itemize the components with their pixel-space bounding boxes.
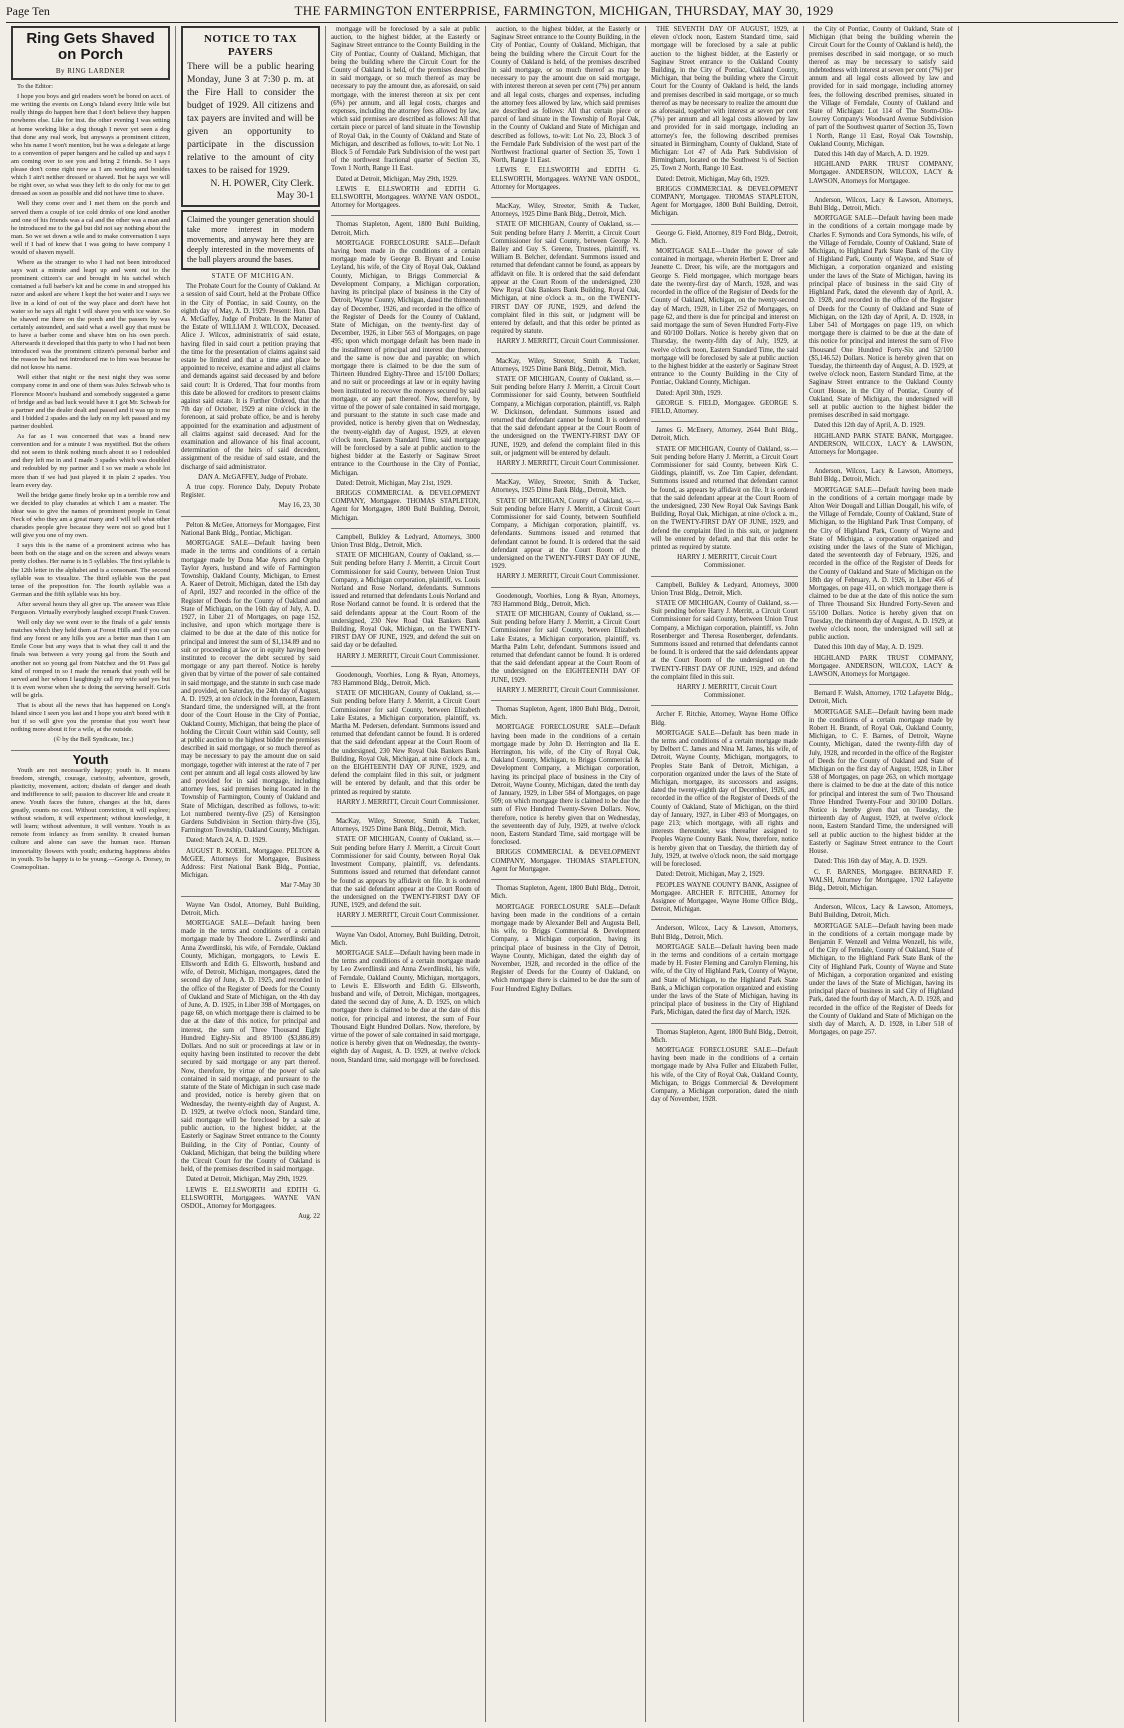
divider xyxy=(181,896,320,897)
continued-text: auction, to the highest bidder, at the Easterly or Saginaw Street entrance to the County Building, in the City of Pontiac, County of Oakland, Michigan, that being the building where the Circuit Court for the County of Oakland is held, of the premises described in said mortgage, or so much thereof as may be necessary to pay the amount due on said mortgage, with interest thereon at seven per cent (7%) per annum and all legal costs, charges and expenses, including the attorney fees allowed by law, which said premises are described as follows: All that certain piece or parcel of land situate in the Township of Royal Oak, in the County of Oakland and State of Michigan and described as follows, to-wit: Lot No. 23, Block 3 of the Ferndale Park Subdivision of the west part of the Northwest fractional quarter of Section 35, Town 1 North, Range 11 East. xyxy=(491,26,640,165)
notice-text: MORTGAGE SALE—Default having been made in the terms and conditions of a certain mortgage made by H. Foster Fleming and Carolyn Fleming, his wife, of the City of Highland Park, County of Wayne, and State of Michigan, to the Highland Park State Bank, a Michigan corporation organized and existing under the laws of the State of Michigan, having its principal place of business in the City of Highland Park, Michigan, dated the first day of March, 1926. xyxy=(651,943,798,1017)
article-paragraph: Well the bridge game finely broke up in a terrible row and we decided to play charades at which I am a master. The idear was to give the names of prominent people in Great Neck of who they am a great many and I will tell what other charades people give because they were not so good but I will give you one of my own. xyxy=(11,491,170,540)
notice-signature: HARRY J. MERRITT, Circuit Court Commissioner. xyxy=(496,573,640,581)
youth-title: Youth xyxy=(72,751,109,767)
notice-text: STATE OF MICHIGAN, County of Oakland, ss.—Suit pending before Harry J. Merritt, a Circuit Court Commissioner for said County, between Elizabeth Lake Estates, a Michigan corporation, plaintiff, vs. Martha M. Pedersen, defendant. Summons issued and returned that defendant cannot be found. It is ordered that the said defendant appear at the Court Room of the undersigned, 230 New Royal Oak Bankers Bank Building, Royal Oak, Michigan, at nine o'clock a. m., on the EIGHTEENTH DAY OF JUNE, 1929, and defend the complaint filed in this suit, or judgment will be entered by default, and that this order be printed as required by statute. xyxy=(331,690,480,796)
continued-signature: BRIGGS COMMERCIAL & DEVELOPMENT COMPANY, Mortgagee. THOMAS STAPLETON, Agent for Mortgagee, 1800 Buhl Building, Detroit, Michigan. xyxy=(651,185,798,218)
pelton-head: Pelton & McGee, Attorneys for Mortgagee, First National Bank Bldg., Pontiac, Michigan. xyxy=(181,521,320,537)
notice-text: MORTGAGE SALE—Default having been made in the conditions of a certain mortgage made by Alton Weir Dougall and Lillian Dougall, his wife, of the Village of Ferndale, County of Oakland, State of Michigan, to the Highland Park Trust Company, of the City of Highland Park, County of Wayne and State of Michigan, a corporation organized and existing under the laws of the State of Michigan, dated the seventeenth day of February, 1926, and recorded in the office of the Register of Deeds for the County of Oakland and State of Michigan on the 18th day of February, A. D. 1926, in Liber 456 of Mortgages, on page 411, on which mortgage there is claimed to be due at the date of this notice the sum of Three Thousand Six Hundred Forty-Seven and 55/100 Dollars. Notice is hereby given that on Tuesday, the thirteenth day of August, A. D. 1929, at twelve o'clock noon, the undersigned will sell at public auction. xyxy=(809,486,953,642)
notice-text: STATE OF MICHIGAN, County of Oakland, ss.—Suit pending before Harry J. Merritt, a Circuit Court Commissioner for said County, between Royal Oak Investment Company, plaintiff, vs. defendants. Summons issued and returned that defendant cannot be found as appears by affidavit on file. It is ordered that the said defendant appear at the Court Room of the undersigned on the TWENTY-FIRST DAY OF JUNE, 1929, and defend the suit. xyxy=(331,836,480,910)
notice-signature: PEOPLES WAYNE COUNTY BANK, Assignee of Mortgagee. ARCHER F. RITCHIE, Attorney for Assignee of Mortgagee, Wayne Home Office Bldg., Detroit, Michigan. xyxy=(651,881,798,914)
headline-box xyxy=(11,26,170,80)
article-paragraph: Well only day we went over to the finals of a gals' tennis matches which they held them at Forest Hills and if you can find any forest or any hills you are a better man than I am Emile Coue but any ways that is what they call it and the finals was between a very young gal from the South and another not so young gal from Natchez and the 91 Pass gal kind of romped in so I made the remark that youth will be served and her whom I laughingly call my wife said yes but it is even worse when she is doing the serving herself. Girls will be girls. xyxy=(11,619,170,699)
probate-copy: A true copy. Florence Daly, Deputy Probate Register. xyxy=(181,484,320,500)
article-paragraph: I hope you boys and girl readers won't be bored on acct. of me writing the events on Long's Island every little wile but really things do happen here that I don't believe they happen nowheres else. Like for inst. the other evening I was setting at home working like a dog though I never yet seen a dog that done any real work, but anyways a prominent citizen, who his name I won't mention, but he was a delegate at large to a convention of paper hangers and he called up and says I am coming over to see you and bring 2 friends. So I says please don't come right now as I am working and besides which I ain't neither dressed or shaved. But he says we will be right over, so what was they left to do only for me to get dressed as soon as possible and did not have time to shave. xyxy=(11,93,170,198)
notice-text: MORTGAGE SALE—Under the power of sale contained in mortgage, wherein Herbert E. Dreer and Jeanette C. Dreer, his wife, are the mortgagors and George S. Field mortgagee, which mortgage bears date the twenty-first day of March, 1928, and was recorded in the office of the Register of Deeds for the County of Oakland, Michigan, on the twenty-second day of March, 1928, in Liber 252 of Mortgages, on page 62, and there is due for principal and interest on said mortgage the sum of Seven Hundred Forty-Five and 60/100 Dollars. Notice is hereby given that on Thursday, the twenty-fifth day of July, 1929, at twelve o'clock noon, Eastern Standard Time, the said mortgage will be foreclosed by sale at public auction to the highest bidder at the easterly or Saginaw Street entrance to the County Building in the City of Pontiac, Oakland County, Michigan. xyxy=(651,248,798,387)
probate-signature: DAN A. McGAFFEY, Judge of Probate. xyxy=(198,473,308,481)
divider xyxy=(181,516,320,517)
notice-head: Archer F. Ritchie, Attorney, Wayne Home Office Bldg. xyxy=(651,711,798,727)
divider xyxy=(809,462,953,463)
youth-text: Youth are not necessarily happy; youth is. It means freedom, strength, courage, curiosity, adventure, growth, plasticity, movement, action; disdain of danger and death and indifference to self; passion to discover life and create it anew. Youth faces the future, changes at the hit, dares greatly, counts no cost. Without conviction, it will explore; without wisdom, it will experiment; without knowledge, it will learn; without adventure, it will venture. Youth is as remote from infancy as from senility. It created human culture and alone can save the human race. Human immortality flowers with youth; enduring happiness abides in youth. To be happy is to be young.—George A. Dorsey, in Cosmopolitan. xyxy=(11,766,170,871)
notice-text: STATE OF MICHIGAN, County of Oakland, ss.—Suit pending before Harry J. Merritt, a Circuit Court Commissioner for said County, between Elizabeth Lake Estates, a Michigan corporation, plaintiff, vs. Martha Palm Lehr, defendant. Summons issued and returned that defendant cannot be found. It is ordered that the said defendant appear at the Court Room of the undersigned on the EIGHTEENTH DAY OF JUNE, 1929. xyxy=(491,611,640,684)
notice-head: Campbell, Bulkley & Ledyard, Attorneys, 3000 Union Trust Bldg., Detroit, Mich. xyxy=(651,581,798,597)
wvo-signature: LEWIS E. ELLSWORTH and EDITH G. ELLSWORTH, Mortgagees. WAYNE VAN OSDOL, Attorney for Mortgagees. xyxy=(181,1186,320,1210)
notice-text: MORTGAGE FORECLOSURE SALE—Default having been made in the conditions of a certain mortgage made by George B. Bryant and Louise Leyland, his wife, of the City of Royal Oak, Oakland County, Michigan, to Briggs Commercial & Development Company, a Michigan corporation, having its principal place of business in the City of Detroit, Wayne County, Michigan, dated the thirteenth day of December, 1926, and recorded in the office of the Register of Deeds for the County of Oakland, State of Michigan, on the twenty-first day of December, 1926, in Liber 563 of Mortgages, on page 495; upon which mortgage default has been made in the installment of principal and interest due thereon, and the same is now due and payable; on which mortgage there is claimed to be due the sum of Thirteen Hundred Eighty-Three and 15/100 Dollars; and no suit or proceedings at law or in equity having been instituted to recover the moneys secured by said mortgage, or any part thereof. Now, therefore, by virtue of the power of sale contained in said mortgage, and pursuant to the statute in such case made and provided, notice is hereby given that on Wednesday, the twenty-eighth day of August, 1929, at eleven o'clock noon, Eastern Standard Time, said mortgage will be foreclosed by a sale at public auction to the highest bidder at the Easterly or Saginaw Street entrance to the Courthouse in the City of Pontiac, Michigan. xyxy=(331,239,480,477)
wvo-date: Dated at Detroit, Michigan, May 29th, 1929. xyxy=(186,1176,308,1184)
notice-text: MORTGAGE SALE—Default has been made in the terms and conditions of a certain mortgage made by Delbert C. James and Nina M. James, his wife, of Detroit, Wayne County, Michigan, mortgagors, to Peoples State Bank of Detroit, Michigan, a corporation organized under the laws of the State of Michigan, mortgagee, its successors and assigns, dated the twenty-eighth day of December, 1926, and recorded in the office of the Register of Deeds of the County of Oakland, State of Michigan, on the third day of January, 1927, in Liber 493 of Mortgages, on page 213; which mortgage, with all rights and interests thereunder, was thereafter assigned to Peoples Wayne County Bank. Now, therefore, notice is hereby given that on Tuesday, the thirtieth day of July, 1929, at twelve o'clock noon, the said mortgage will be foreclosed. xyxy=(651,729,798,869)
notice-text: STATE OF MICHIGAN, County of Oakland, ss.—Suit pending before Harry J. Merritt, a Circuit Court Commissioner for said County, between Kirk C. Giddings, plaintiff, vs. Zoe Tim Capier, defendant. Summons issued and returned that defendant cannot be found, as appears by affidavit on file. It is ordered that the said defendant appear at the Court Room of the undersigned, 230 New Royal Oak Savings Bank Building, Royal Oak, Michigan, at nine o'clock a. m., on the TWENTY-FIRST DAY OF JUNE, 1929, and defend the complaint filed in this suit, or judgment will be entered by default, and that this order be printed as required by statute. xyxy=(651,445,798,551)
notice-head: George G. Field, Attorney, 819 Ford Bldg., Detroit, Mich. xyxy=(651,229,798,245)
divider xyxy=(331,528,480,529)
pelton-run-date: Mar 7-May 30 xyxy=(280,882,320,890)
notice-signature: GEORGE S. FIELD, Mortgagee. GEORGE S. FIELD, Attorney. xyxy=(651,399,798,415)
notice-head: Bernard F. Walsh, Attorney, 1702 Lafayette Bldg., Detroit, Mich. xyxy=(809,690,953,706)
notice-signature: HARRY J. MERRITT, Circuit Court Commissioner. xyxy=(496,338,640,346)
probate-head: STATE OF MICHIGAN. xyxy=(211,273,295,280)
notice-head: Thomas Stapleton, Agent, 1800 Buhl Bldg., Detroit, Mich. xyxy=(491,885,640,901)
notice-text: MORTGAGE FORECLOSURE SALE—Default having been made in the conditions of a certain mortgage made by Alexander Bell and Augusta Bell, his wife, to Briggs Commercial & Development Company, a Michigan corporation, having its principal place of business in the City of Detroit, Wayne County, Michigan, dated the eighth day of November, 1928, and recorded in the office of the Register of Deeds for the County of Oakland, on which mortgage there is claimed to be due the sum of Four Hundred Eighty Dollars. xyxy=(491,903,640,993)
notice-signature: HARRY J. MERRITT, Circuit Court Commissioner. xyxy=(677,554,777,570)
probate-notice xyxy=(181,273,320,511)
notice-signature: HARRY J. MERRITT, Circuit Court Commissioner. xyxy=(336,798,480,806)
tax-notice-text: There will be a public hearing Monday, June 3 at 7:30 p. m. at the Fire Hall to consider the budget of 1929. All citizens and tax payers are invited and will be given an opportunity to participate in the discussion relative to the amount of city taxes to be raised for 1929. xyxy=(187,62,314,176)
continued-date: Dated this 14th day of March, A. D. 1929. xyxy=(814,151,929,159)
notice-date: Dated this 12th day of April, A. D. 1929. xyxy=(814,422,926,430)
divider xyxy=(651,705,798,706)
notice-text: STATE OF MICHIGAN, County of Oakland, ss.—Suit pending before Harry J. Merritt, a Circuit Court Commissioner for said County, between Union Trust Company, a Michigan corporation, plaintiff, vs. Louis Norland and Rose Norland, defendants. Summons issued and returned that defendants Louis Norland and Rose Norland cannot be found. It is ordered that the said defendants appear at the Court Room of the undersigned, 230 New Road Oak Bankers Bank Building, Royal Oak, Michigan, on the TWENTY-FIRST DAY OF JUNE, 1929, and defend the suit on said day or be defaulted. xyxy=(331,552,480,650)
notice-head: MacKay, Wiley, Streeter, Smith & Tucker, Attorneys, 1925 Dime Bank Bldg., Detroit, Mich. xyxy=(491,203,640,219)
article-paragraph: As far as I was concerned that was a brand new convention and for a minute I was mystified. But the others did not seem to think nothing much about it so I redoubled and they left me in and I made 3 spades which was doubled and redoubled by my partner and I so we made a whole lot more than if we had just played it in plain 2 spades. You learn every day. xyxy=(11,433,170,489)
continued-date: Dated: Detroit, Michigan, May 6th, 1929. xyxy=(656,175,770,183)
notice-date: Dated: April 30th, 1929. xyxy=(656,389,723,397)
article-byline: By RING LARDNER xyxy=(55,67,126,75)
notice-text: MORTGAGE SALE—Default having been made in the terms and conditions of a certain mortgage made by Leo Zwerdlinski and Anna Zwerdlinski, his wife, of Ferndale, Oakland County, Michigan, mortgagors, to Lewis E. Ellsworth and Edith G. Ellsworth, husband and wife, of Detroit, Michigan, mortgagees, dated the second day of June, A. D. 1925, on which mortgage there is claimed to be due at the date of this notice, for principal and interest, the sum of Four Thousand Eight Hundred Dollars. Now, therefore, by virtue of the power of sale contained in said mortgage, notice is hereby given that on Wednesday, the twenty-eighth day of August, A. D. 1929, at twelve o'clock noon, Standard time, said mortgage will be foreclosed. xyxy=(331,949,480,1064)
notice-signature: BRIGGS COMMERCIAL & DEVELOPMENT COMPANY, Mortgagee. THOMAS STAPLETON, Agent for Mortgagee. xyxy=(491,849,640,873)
notice-signature: HARRY J. MERRITT, Circuit Court Commissioner. xyxy=(336,912,480,920)
notice-date: Dated: Detroit, Michigan, May 21st, 1929. xyxy=(336,479,453,487)
column-3 xyxy=(326,26,486,1722)
column-5 xyxy=(646,26,804,1722)
divider xyxy=(809,898,953,899)
notice-text: MORTGAGE FORECLOSURE SALE—Default having been made in the conditions of a certain mortgage made by Alva Fuller and Elizabeth Fuller, his wife, of the City of Royal Oak, Oakland County, Michigan, to Briggs Commercial & Development Company, a Michigan corporation, dated the ninth day of November, 1928. xyxy=(651,1046,798,1104)
continued-date: Dated at Detroit, Michigan, May 29th, 1929. xyxy=(336,175,458,183)
notice-head: Anderson, Wilcox, Lacy & Lawson, Attorneys, Buhl Bldg., Detroit, Mich. xyxy=(809,196,953,213)
continued-signature: LEWIS E. ELLSWORTH and EDITH G. ELLSWORTH, Mortgagees. WAYNE VAN OSDOL, Attorney for Mortgagees. xyxy=(331,185,480,210)
notice-text: STATE OF MICHIGAN, County of Oakland, ss.—Suit pending before Harry J. Merritt, a Circuit Court Commissioner for said County, between Union Trust Company, a Michigan corporation, plaintiff, vs. John Rosenberger and Theresa Rosenberger, defendants. Summons issued and returned that defendants cannot be found. It is ordered that the said defendants appear at the Court Room of the undersigned on the TWENTY-FIRST DAY OF JUNE, 1929, and defend the complaint filed in this suit. xyxy=(651,600,798,681)
notice-signature: HIGHLAND PARK TRUST COMPANY, Mortgagee. ANDERSON, WILCOX, LACY & LAWSON, Attorneys for Mortgagee. xyxy=(809,654,953,679)
wvo-text: MORTGAGE SALE—Default having been made in the terms and conditions of a certain mortgage made by Theodore L. Zwerdlinski and Anna Zwerdlinski, his wife, of Ferndale, Oakland County, Michigan, mortgagors, to Lewis E. Ellsworth and Edith G. Ellsworth, husband and wife, of Detroit, Michigan, mortgagees, dated the second day of June, A. D. 1925, and recorded in the office of the Register of Deeds for the County of Oakland and State of Michigan, on the 4th day of June, A. D. 1925, in Liber 398 of Mortgages, on page 68, on which mortgage there is claimed to be due at the date of this notice, for principal and interest, the sum of Three Thousand Eight Hundred Eighty-Six and 89/100 ($3,886.89) Dollars. And no suit or proceedings at law or in equity having been instituted to recover the debt secured by said mortgage or any part thereof. Now, therefore, by virtue of the power of sale contained in said mortgage, and pursuant to the statute of the State of Michigan in such case made and provided, notice is hereby given that on Wednesday, the twenty-eighth day of August, A. D. 1929, at twelve o'clock noon, Standard time, said mortgage will be foreclosed by a sale at public auction, to the highest bidder, at the Easterly or Saginaw Street entrance to the County Building, in the City of Pontiac, County of Oakland, Michigan, that being the building where the Circuit Court for the County of Oakland is held, of the premises described in said mortgage. xyxy=(181,920,320,1174)
divider xyxy=(809,191,953,192)
notice-head: MacKay, Wiley, Streeter, Smith & Tucker, Attorneys, 1925 Dime Bank Bldg., Detroit, Mich. xyxy=(491,357,640,373)
notice-head: MacKay, Wiley, Streeter, Smith & Tucker, Attorneys, 1925 Dime Bank Bldg., Detroit, Mich. xyxy=(491,479,640,495)
notice-signature: HARRY J. MERRITT, Circuit Court Commissioner. xyxy=(496,686,640,694)
divider xyxy=(491,700,640,701)
tax-notice-date: May 30-1 xyxy=(276,191,314,201)
notice-text: STATE OF MICHIGAN, County of Oakland, ss.—Suit pending before Harry J. Merritt, a Circuit Court Commissioner for said County, between Southfield Company, a Michigan corporation, plaintiff, vs. Ralph W. Dickinson, defendant. Summons issued and returned that defendant cannot be found. It is ordered that the said defendant appear at the Court Room of the undersigned on the TWENTY-FIRST DAY OF JUNE, 1929, and defend the complaint filed in this suit, or judgment will be entered by default. xyxy=(491,375,640,457)
divider xyxy=(331,926,480,927)
tax-notice-title: NOTICE TO TAX PAYERS xyxy=(203,33,298,58)
notice-head: MacKay, Wiley, Streeter, Smith & Tucker, Attorneys, 1925 Dime Bank Bldg., Detroit, Mich. xyxy=(331,818,480,834)
probate-text: The Probate Court for the County of Oakland. At a session of said Court, held at the Probate Office in the City of Pontiac, in said County, on the eighth day of May, A. D. 1929. Present: Hon. Dan A. McGaffey, Judge of Probate. In the Matter of the Estate of WILLIAM J. WILCOX, Deceased. Alice J. Wilcox, administratrix of said estate, having filed in said court a petition praying that the time for the presentation of claims against said estate be limited and that a time and place be appointed to receive, examine and adjust all claims and demands against said deceased by and before said court: It is Ordered, That four months from this date be allowed for creditors to present claims against said estate. It is Further Ordered, that the 7th day of October, 1929 at nine o'clock in the forenoon, at said probate office, be and is hereby appointed for the examination and adjustment of all claims against said deceased. And for the examination and allowance of his final account, determination of the heirs of said decedent, assignment of the residue of said estate, and the discharge of said administrator. xyxy=(181,283,320,471)
page-number: Page Ten xyxy=(6,3,50,18)
salutation: To the Editor: xyxy=(17,83,54,91)
article-paragraph: Well they come over and I met them on the porch and served them a couple of ice cold drinks of one kind another and one of his friends was a cal and the other was a man and he introduced me to the gal but did not say nothing about the man. So we set down a wile and to make conversation I says well if I had of knew that I was going to have company I would of shaven myself. xyxy=(11,200,170,256)
continued-text: mortgage will be foreclosed by a sale at public auction, to the highest bidder, at the Easterly or Saginaw Street entrance to the County Building in the City of Pontiac, County of Oakland, Michigan, that being the building where the Circuit Court for the County of Oakland is held, of the premises described in said mortgage, or so much thereof as may be necessary to pay the amount due, as aforesaid, on said mortgage, with the interest thereon at six per cent (6%) per annum, and all legal costs, charges and expenses, including the attorney fees allowed by law, which said premises are described as follows: All that certain piece or parcel of land situate in the Township of Royal Oak, in the County of Oakland and State of Michigan, and described as follows, to-wit: Lot No. 1 Block 5 of Ferndale Park Subdivision of the west part of the northwest fractional quarter of Section 35, Town 1 North, Range 11 East. xyxy=(331,26,480,173)
article-headline: Ring Gets Shaved on Porch xyxy=(26,30,155,63)
continued-signature: LEWIS E. ELLSWORTH and EDITH G. ELLSWORTH, Mortgagees. WAYNE VAN OSDOL, Attorney for Mortgagees. xyxy=(491,167,640,191)
article-paragraph: I says this is the name of a prominent actress who has been both on the stage and on the screen and always wears pretty clothes. Her name is in 5 syllables. The first syllable is the 12th letter in the alphabet and is a consonant. The second syllable was to visualize. The third syllable was the past tense of the preposition for. The fourth syllable was a German and the fifth syllable was his boy. xyxy=(11,542,170,598)
notice-signature: HARRY J. MERRITT, Circuit Court Commissioner. xyxy=(496,459,640,467)
masthead-bar xyxy=(6,0,1118,23)
notice-signature: C. F. BARNES, Mortgagee. BERNARD F. WALSH, Attorney for Mortgagee, 1702 Lafayette Bldg., Detroit, Michigan. xyxy=(809,868,953,892)
notice-head: Anderson, Wilcox, Lacy & Lawson, Attorneys, Buhl Bldg., Detroit, Mich. xyxy=(809,468,953,484)
notice-head: James G. McEnery, Attorney, 2644 Buhl Bldg., Detroit, Mich. xyxy=(651,427,798,443)
divider xyxy=(491,587,640,588)
notice-date: Dated: Detroit, Michigan, May 2, 1929. xyxy=(656,871,765,879)
divider xyxy=(651,1023,798,1024)
pelton-text: MORTGAGE SALE—Default having been made in the terms and conditions of a certain mortgage made by Dona Mae Ayers and Orpha Taylor Ayers, husband and wife of Farmington Township, Oakland County, Michigan, to Ernest A. Kaeer of Detroit, Michigan, dated the 15th day of April, 1927 and recorded in the office of the Register of Deeds for the County of Oakland and State of Michigan, on the 16th day of July, A. D. 1927, in Liber 21 of Mortgages, on page 152, inclusive, and upon which mortgage there is claimed to be due at the date of this notice for principal and interest the sum of $1,134.89 and no suit or proceeding at law or in equity having been instituted to recover the debt secured by said mortgage or any part thereof. Notice is hereby given that by virtue of the power of sale contained in said mortgage, and the statute in such case made and provided, on Saturday, the 24th day of August, A. D. 1929, at ten o'clock in the forenoon, Eastern Standard time, the undersigned will, at the front door of the Court House in the City of Pontiac, Oakland County, Michigan, that being the place of holding the Circuit Court within said County, sell at public auction to the highest bidder the premises described in said mortgage, or so much thereof as may be necessary to pay the amount due on said mortgage, together with interest at the rate of 7 per cent per annum and all legal costs allowed by law and provided for in said mortgage, including attorney fees, said premises being located in the Township of Farmington, County of Oakland and State of Michigan, described as follows, to-wit: Lot numbered twenty-five (25) of Kensington Gardens Subdivision in Section thirty-five (35), Farmington Township, Oakland County, Michigan. xyxy=(181,540,320,835)
notice-head: Thomas Stapleton, Agent, 1800 Buhl Building, Detroit, Mich. xyxy=(331,221,480,237)
divider xyxy=(651,919,798,920)
notice-date: Dated this 10th day of May, A. D. 1929. xyxy=(814,644,924,652)
article-paragraph: Where as the stranger to who I had not been introduced says wait a minute and leapt up and went out to the prominent citizen's car and brought in his satchel which contained a full barber's kit and he come in and stropped his razor and asked are where I kept the hot water and I says we live in a kind of out of the way place and don't have hot water so he says all right I will shave you with ice water. So he shaved me there on the porch and the passers by was certainly astounded, and said what a swell guy that must be to have a barber come and shave him on his own porch. Afterwards it developed that this party to who I had not been introduced was the prominent citizen's personal barber and the reason he had not introduced me to him was because he did not know his name. xyxy=(11,259,170,372)
divider xyxy=(651,421,798,422)
notice-text: MORTGAGE FORECLOSURE SALE—Default having been made in the conditions of a certain mortgage made by John D. Herrington and Ila E. Herrington, his wife, of the City of Royal Oak, Oakland County, Michigan, to Briggs Commercial & Development Company, a Michigan corporation, having its principal place of business in the City of Detroit, Wayne County, Michigan, dated the tenth day of January, 1929, in Liber 584 of Mortgages, on page 509; on which mortgage there is claimed to be due the sum of Five Hundred Twenty-Seven Dollars. Now, therefore, notice is hereby given that on Wednesday, the seventeenth day of July, 1929, at twelve o'clock noon, Eastern Standard Time, said mortgage will be foreclosed. xyxy=(491,724,640,847)
notice-text: MORTGAGE SALE—Default having been made in the conditions of a certain mortgage made by Benjamin F. Wenzell and Velma Wenzell, his wife, of the City of Ferndale, County of Oakland, State of Michigan, to the Highland Park State Bank of the City of Highland Park, County of Wayne and State of Michigan, a corporation organized and existing under the laws of the State of Michigan, having its principal place of business in said City of Highland Park, dated the fourth day of March, A. D. 1928, and recorded in the office of the Register of Deeds for the County of Oakland and State of Michigan on the sixth day of March, A. D. 1928, in Liber 518 of Mortgages, on page 257. xyxy=(809,922,953,1037)
column-2 xyxy=(176,26,326,1722)
newspaper-masthead: THE FARMINGTON ENTERPRISE, FARMINGTON, MICHIGAN, THURSDAY, MAY 30, 1929 xyxy=(294,3,834,18)
article-paragraph: After several hours they all give up. The answer was Elsie Ferguson. Virtually everybody laughed except Frank Craven. xyxy=(11,600,170,616)
column-1 xyxy=(6,26,176,1722)
pelton-date: Dated: March 24, A. D. 1929. xyxy=(186,837,267,845)
divider xyxy=(11,750,170,751)
notice-text: STATE OF MICHIGAN, County of Oakland, ss.—Suit pending before Harry J. Merritt, a Circuit Court Commissioner for said County, between Southfield Company, a Michigan corporation, plaintiff, vs. defendants. Summons issued and returned that defendant cannot be found. It is ordered that the said defendant appear at the Court Room of the undersigned on the TWENTY-FIRST DAY OF JUNE, 1929. xyxy=(491,497,640,571)
notice-head: Anderson, Wilcox, Lacy & Lawson, Attorneys, Buhl Bldg., Detroit, Mich. xyxy=(651,925,798,941)
continued-text: THE SEVENTH DAY OF AUGUST, 1929, at eleven o'clock noon, Eastern Standard time, said mortgage will be foreclosed by a sale at public auction to the highest bidder, at the Easterly or Saginaw Street entrance to the Oakland County Building, in the City of Pontiac, Oakland County, Michigan, that being the building where the Circuit Court for the County of Oakland is held, the lands and premises described in said mortgage, or so much thereof as may be necessary to realize the amount due as aforesaid, together with interest at seven per cent (7%) per annum and all legal costs allowed by law and provided for in said mortgage, including an attorney's fee, the following described premises situated in Birmingham, County of Oakland, State of Michigan: Lot 47 of Ada Park Subdivision of Birmingham, located on the Southwest ¼ of Section 25, Town 2 North, Range 10 East. xyxy=(651,26,798,173)
pelton-notice xyxy=(181,522,320,891)
notice-head: Goodenough, Voorhies, Long & Ryan, Attorneys, 783 Hammond Bldg., Detroit, Mich. xyxy=(491,592,640,608)
divider xyxy=(491,879,640,880)
notice-head: Anderson, Wilcox, Lacy & Lawson, Attorneys, Buhl Building, Detroit, Mich. xyxy=(809,904,953,920)
divider xyxy=(331,812,480,813)
divider xyxy=(651,576,798,577)
divider xyxy=(491,473,640,474)
notice-signature: HARRY J. MERRITT, Circuit Court Commissioner. xyxy=(336,652,480,660)
notice-head: Thomas Stapleton, Agent, 1800 Buhl Bldg., Detroit, Mich. xyxy=(491,706,640,722)
notice-text: STATE OF MICHIGAN, County of Oakland, ss.—Suit pending before Harry J. Merritt, a Circuit Court Commissioner for said County, between George N. Bailey and Guy S. Greene, Trustees, plaintiff, vs. William B. Belcher, defendant. Summons issued and returned that defendant cannot be found, as appears by affidavit on file. It is ordered that the said defendant appear at the Court Room of the undersigned, 230 New Royal Oak Bankers Bank Building, Royal Oak, Michigan, at nine o'clock a. m., on the TWENTY-FIRST DAY OF JUNE, 1929, and defend the complaint filed in this suit, or judgment will be entered by default, and that this order be printed as required by statute. xyxy=(491,221,640,336)
notice-head: Goodenough, Voorhies, Long & Ryan, Attorneys, 783 Hammond Bldg., Detroit, Mich. xyxy=(331,671,480,688)
syndicate-credit: (© by the Bell Syndicate, Inc.) xyxy=(53,736,134,744)
notice-head: Thomas Stapleton, Agent, 1800 Buhl Bldg., Detroit, Mich. xyxy=(651,1028,798,1044)
divider xyxy=(809,684,953,685)
article-paragraph: Well either that night or the next night they was some company come in and one of them was Jules Schwab who is Florence Moore's husband and somebody suggested a game of bridge and as bad luck would have it I got Mr. Schwab for a partner and the dealer dealt and passed and it was up to me and I bidded 2 spades and the lady on my left passed and my partner doubled. xyxy=(11,374,170,430)
continued-text: the City of Pontiac, County of Oakland, State of Michigan (that being the building wherein the Circuit Court for the County of Oakland is held), the premises described in said mortgage, or so much thereof as may be necessary to satisfy said indebtedness with interest at seven per cent (7%) per annum and all legal costs allowed by law and provided for in said mortgage, including attorney fees, the following described premises, situated in the Village of Ferndale, County of Oakland and State of Michigan: Lot 114 of The Storm-Otis-Lowrey Company's Woodward Avenue Subdivision of part of the Southwest quarter of Section 35, Town 1 North, Range 11 East, Royal Oak Township, Oakland County, Michigan. xyxy=(809,26,953,148)
newspaper-columns xyxy=(6,26,1118,1722)
divider xyxy=(331,215,480,216)
notice-signature: HIGHLAND PARK STATE BANK, Mortgagee. ANDERSON, WILCOX, LACY & LAWSON, Attorneys for Mortgagee. xyxy=(809,432,953,456)
article-paragraph: That is about all the news that has happened on Long's Island since I seen you last and I hope you ain't bored with it but if so will give you the promise that you won't hear nothing more about it for a wile, at the outside. xyxy=(11,702,170,734)
divider xyxy=(491,352,640,353)
filler-text: Claimed the younger generation should take more interest in modern movements, and anyway here they are deeply interested in the movements of the ball players around the bases. xyxy=(187,215,314,264)
notice-signature: HARRY J. MERRITT, Circuit Court Commissioner. xyxy=(677,684,777,700)
continued-signature: HIGHLAND PARK TRUST COMPANY, Mortgagee. ANDERSON, WILCOX, LACY & LAWSON, Attorneys for Mortgagee. xyxy=(809,161,953,185)
wvo-head: Wayne Van Osdol, Attorney, Buhl Building, Detroit, Mich. xyxy=(181,901,320,917)
column-4 xyxy=(486,26,646,1722)
pelton-signature: AUGUST R. KOEHL, Mortgagee. PELTON & McGEE, Attorneys for Mortgagee, Business Address: First National Bank Bldg., Pontiac, Michigan. xyxy=(181,847,320,880)
tax-notice-signature: N. H. POWER, City Clerk. xyxy=(210,179,314,189)
notice-text: MORTGAGE SALE—Default having been made in the conditions of a certain mortgage made by Charles F. Symonds and Cora Symonds, his wife, of the Village of Ferndale, County of Oakland, State of Michigan, to Highland Park State Bank of the City of Highland Park, County of Wayne, and State of Michigan, a corporation organized and existing under the laws of the State of Michigan, having its principal place of business in the said City of Highland Park, dated the eleventh day of April, A. D. 1928, and recorded in the office of the Register of Deeds for the County of Oakland and State of Michigan, on the 12th day of April, A. D. 1928, in Liber 541 of Mortgages on page 119, on which mortgage there is claimed to be due at the date of this notice for principal and interest the sum of Five Thousand One Hundred Forty-Six and 52/100 ($5,146.52) Dollars. Notice is hereby given that on Tuesday, the thirteenth day of August, A. D. 1929, at twelve o'clock noon, Eastern Standard Time, at the Saginaw Street entrance to the Oakland County Court House, in the City of Pontiac, County of Oakland, State of Michigan, the undersigned will sell at public auction to the highest bidder the premises described in said mortgage. xyxy=(809,215,953,420)
column-6 xyxy=(804,26,959,1722)
notice-signature: BRIGGS COMMERCIAL & DEVELOPMENT COMPANY, Mortgagee. THOMAS STAPLETON, Agent for Mortgagee, 1800 Buhl Building, Detroit, Michigan. xyxy=(331,489,480,522)
notice-date: Dated: This 16th day of May, A. D. 1929. xyxy=(814,858,928,866)
notice-text: MORTGAGE SALE—Default having been made in the conditions of a certain mortgage made by Robert H. Brandt, of Royal Oak, Oakland County, Michigan, to C. F. Barnes, of Detroit, Wayne County, Michigan, dated the twenty-fifth day of July, 1928, and recorded in the office of the Register of Deeds for the County of Oakland and State of Michigan on the first day of August, 1928, in Liber 538 of Mortgages, on page 263, on which mortgage there is claimed to be due at the date of this notice for principal and interest the sum of Two Thousand Three Hundred Twenty-Four and 30/100 Dollars. Notice is hereby given that on Tuesday, the thirteenth day of August, 1929, at twelve o'clock noon, Eastern Standard Time, the undersigned will sell at public auction to the highest bidder at the Easterly or Saginaw Street entrance to the Court House. xyxy=(809,708,953,856)
notice-head: Campbell, Bulkley & Ledyard, Attorneys, 3000 Union Trust Bldg., Detroit, Mich. xyxy=(331,533,480,549)
notice-head: Wayne Van Osdol, Attorney, Buhl Building, Detroit, Mich. xyxy=(331,931,480,947)
divider xyxy=(331,666,480,667)
tax-notice-box xyxy=(181,26,320,207)
divider xyxy=(491,197,640,198)
column-7 xyxy=(959,26,1118,1722)
wvo-run-date: Aug. 22 xyxy=(298,1213,320,1221)
filler-box xyxy=(181,210,320,270)
divider xyxy=(651,224,798,225)
wvo-notice xyxy=(181,902,320,1222)
probate-run-date: May 16, 23, 30 xyxy=(278,502,320,510)
